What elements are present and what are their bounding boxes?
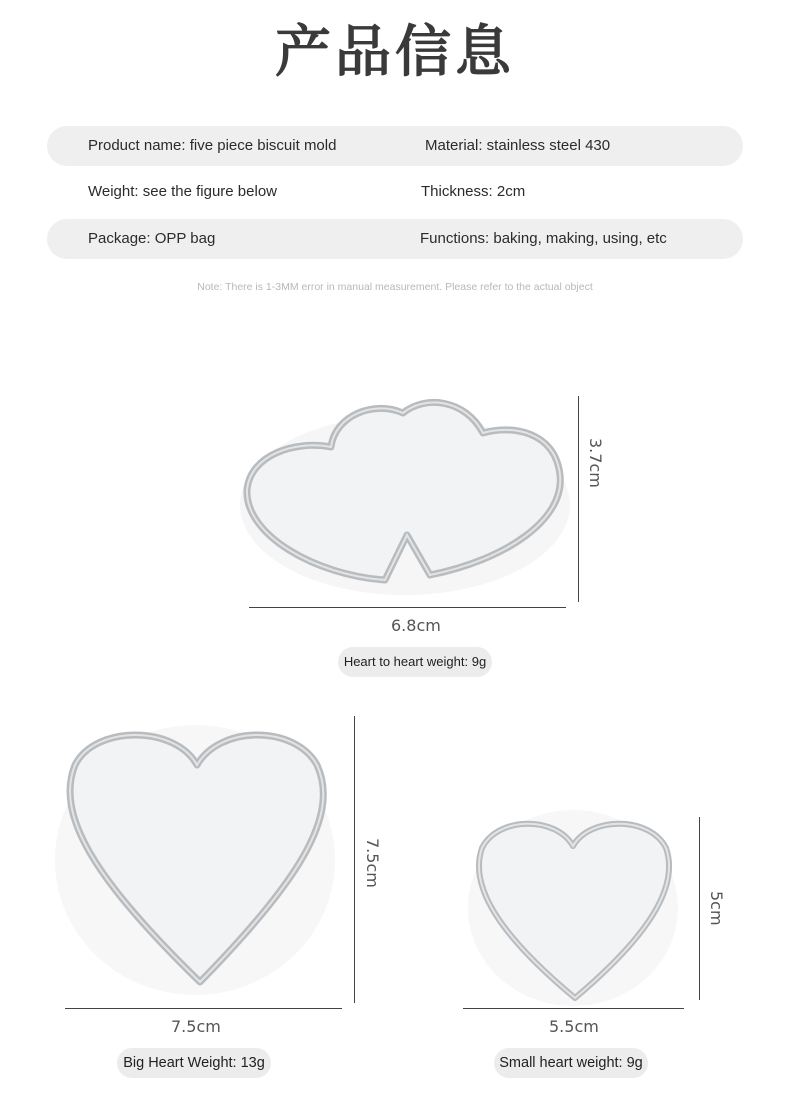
big-heart-width-line (65, 1008, 342, 1009)
double-heart-mold-image (235, 385, 580, 600)
double-heart-height-label: 3.7cm (586, 438, 605, 488)
spec-functions: Functions: baking, making, using, etc (420, 230, 667, 247)
spec-row-3 (47, 219, 743, 259)
spec-weight: Weight: see the figure below (88, 183, 278, 200)
spec-material: Material: stainless steel 430 (425, 137, 611, 154)
page-title: 产品信息 (275, 20, 515, 85)
small-heart-width-label: 5.5cm (549, 1017, 599, 1036)
measurement-note: Note: There is 1-3MM error in manual measurement. Please refer to the actual object (197, 281, 593, 293)
big-heart-weight-caption: Big Heart Weight: 13g (117, 1048, 271, 1078)
small-heart-weight-caption: Small heart weight: 9g (494, 1048, 648, 1078)
small-heart-height-label: 5cm (707, 891, 726, 926)
small-heart-height-line (699, 817, 700, 1000)
spec-row-2 (47, 172, 743, 212)
big-heart-mold-image (55, 720, 340, 1000)
big-heart-height-line (354, 716, 355, 1003)
double-heart-weight-caption: Heart to heart weight: 9g (338, 647, 492, 677)
spec-thickness: Thickness: 2cm (421, 183, 526, 200)
spec-product-name: Product name: five piece biscuit mold (88, 137, 337, 154)
small-heart-width-line (463, 1008, 684, 1009)
big-heart-height-label: 7.5cm (363, 838, 382, 888)
small-heart-mold-image (468, 808, 680, 1008)
double-heart-width-line (249, 607, 566, 608)
double-heart-height-line (578, 396, 579, 602)
double-heart-width-label: 6.8cm (391, 616, 441, 635)
spec-package: Package: OPP bag (88, 230, 216, 247)
big-heart-width-label: 7.5cm (171, 1017, 221, 1036)
spec-row-1 (47, 126, 743, 166)
